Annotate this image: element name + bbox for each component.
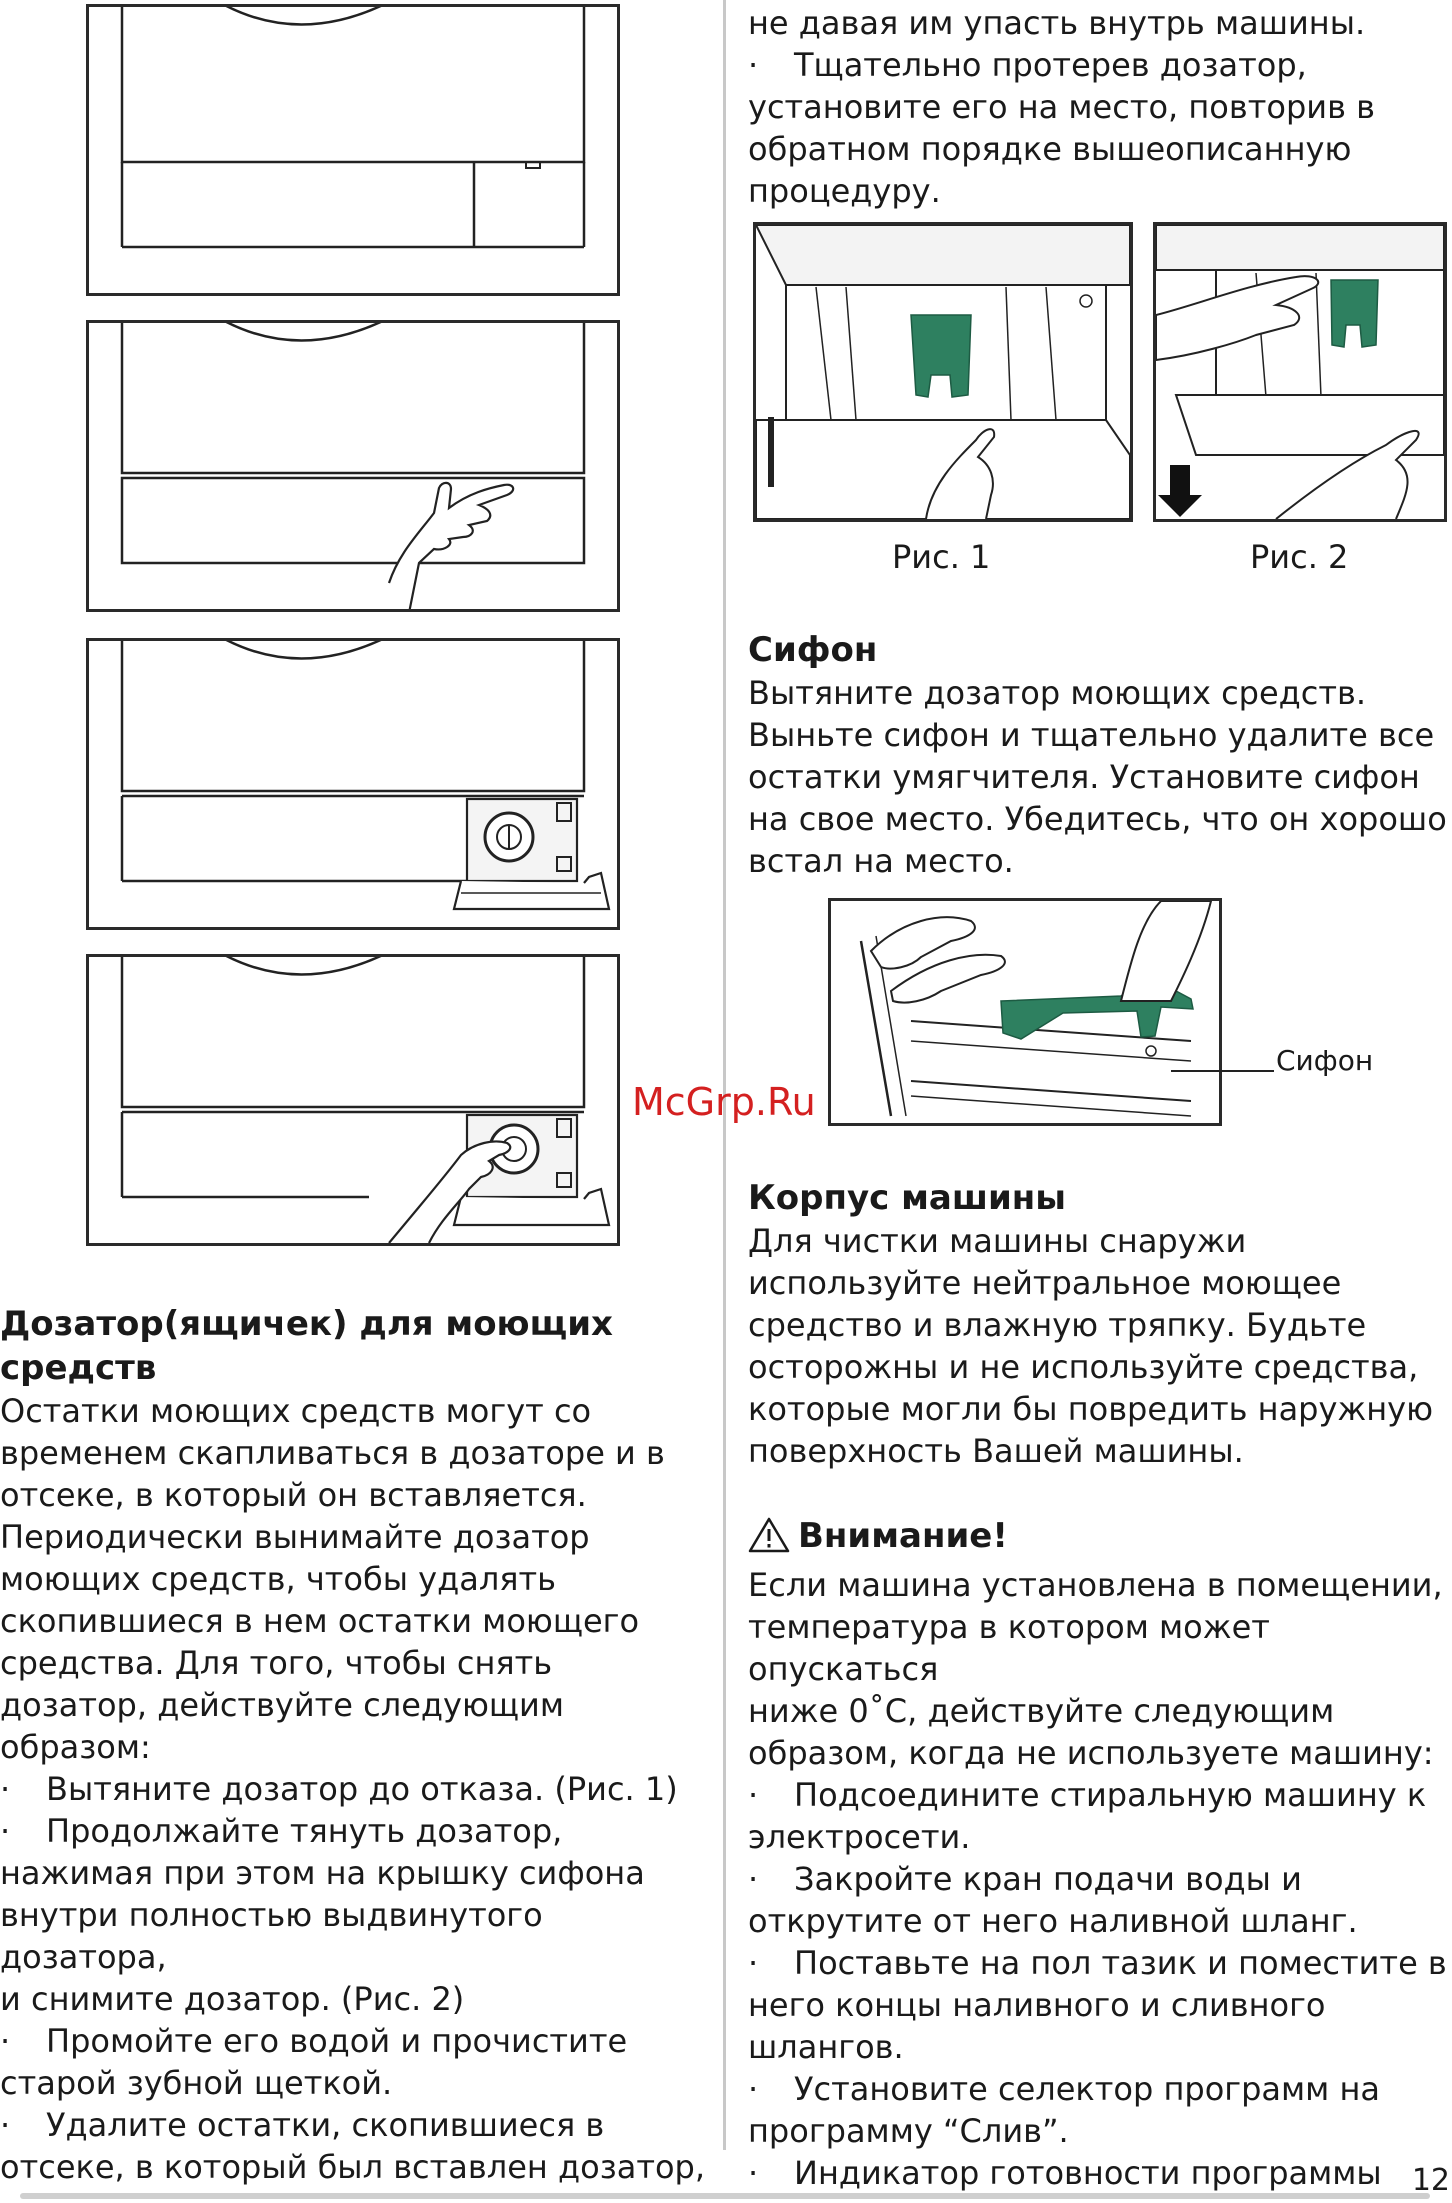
- illustration-washer-pull-drawer: [86, 320, 620, 612]
- siphon-line: встал на место.: [748, 842, 1014, 880]
- siphon-line: Вытяните дозатор моющих средств.: [748, 674, 1367, 712]
- warning-line: температура в котором может опускаться: [748, 1608, 1270, 1688]
- bullet-text: Закройте кран подачи воды и: [794, 1860, 1302, 1898]
- warning-step-4-cont: программу “Слив”.: [748, 2112, 1069, 2150]
- dispenser-step-3: [0, 2020, 712, 2062]
- dispenser-paragraph-line: временем скапливаться в дозаторе и в: [0, 1434, 665, 1472]
- warning-line: Если машина установлена в помещении,: [748, 1566, 1443, 1604]
- body-line: средство и влажную тряпку. Будьте: [748, 1306, 1367, 1344]
- bullet-marker: ·: [0, 1812, 11, 1850]
- washer-panel-drawing: [89, 7, 617, 293]
- washer-filter-cleaning-drawing: [89, 957, 617, 1243]
- warning-step-1: [748, 1774, 1452, 1816]
- continuation-step-cont: процедуру.: [748, 172, 941, 210]
- bullet-marker: ·: [748, 2070, 759, 2108]
- siphon-paragraph: [748, 672, 1448, 882]
- warning-heading: [748, 1514, 1452, 1564]
- warning-step-2: [748, 1858, 1452, 1900]
- siphon-line: Выньте сифон и тщательно удалите все: [748, 716, 1435, 754]
- dispenser-paragraph-line: отсеке, в который он вставляется.: [0, 1476, 587, 1514]
- bullet-marker: ·: [748, 1944, 759, 1982]
- bullet-marker: ·: [0, 1770, 11, 1808]
- figure-1-drawer-pull: [753, 222, 1133, 522]
- bullet-text: Продолжайте тянуть дозатор,: [46, 1812, 563, 1850]
- down-arrow-icon: [1158, 465, 1202, 517]
- page-number: 12: [1411, 2163, 1450, 2198]
- warning-steps-list: [748, 1774, 1452, 2194]
- figure-1-caption: Рис. 1: [892, 538, 991, 576]
- warning-line: ниже 0˚С, действуйте следующим: [748, 1692, 1335, 1730]
- continuation-bullet: [748, 44, 1448, 212]
- illustration-washer-panel-closed: [86, 4, 620, 296]
- bullet-marker: ·: [0, 2106, 11, 2144]
- washer-filter-drawing: [89, 641, 617, 927]
- figure-1-drawing: [756, 225, 1130, 519]
- dispenser-paragraph: [0, 1390, 712, 1768]
- figure-2-drawing: [1156, 225, 1444, 519]
- continuation-line: не давая им упасть внутрь машины.: [748, 4, 1366, 42]
- dispenser-step-2-cont: и снимите дозатор. (Рис. 2): [0, 1980, 465, 2018]
- siphon-illustration: [828, 898, 1222, 1126]
- bullet-text: Удалите остатки, скопившиеся в: [46, 2106, 605, 2144]
- body-line: используйте нейтральное моющее: [748, 1264, 1342, 1302]
- siphon-line: на свое место. Убедитесь, что он хорошо: [748, 800, 1447, 838]
- bullet-text: Поставьте на пол тазик и поместите в: [794, 1944, 1447, 1982]
- warning-triangle-icon: [748, 1517, 790, 1564]
- warning-step-1-cont: электросети.: [748, 1818, 971, 1856]
- warning-step-4: [748, 2068, 1452, 2110]
- bullet-marker: ·: [748, 1776, 759, 1814]
- siphon-label-leader: [1216, 1070, 1274, 1072]
- figure-2-caption: Рис. 2: [1250, 538, 1349, 576]
- bullet-text: Вытяните дозатор до отказа. (Рис. 1): [46, 1770, 678, 1808]
- left-text-column: [0, 1302, 712, 2188]
- warning-step-2-cont: открутите от него наливной шланг.: [748, 1902, 1358, 1940]
- right-continuation-block: [748, 2, 1448, 212]
- warning-section: [748, 1514, 1452, 2194]
- dispenser-paragraph-line: Периодически вынимайте дозатор: [0, 1518, 590, 1556]
- bullet-marker: ·: [748, 1860, 759, 1898]
- siphon-heading: Сифон: [748, 630, 878, 670]
- dispenser-paragraph-line: образом:: [0, 1728, 151, 1766]
- warning-heading-text: Внимание!: [798, 1516, 1008, 1556]
- bullet-marker: ·: [0, 2022, 11, 2060]
- continuation-step-cont: установите его на место, повторив в: [748, 88, 1375, 126]
- watermark: McGrp.Ru: [632, 1080, 816, 1124]
- warning-step-5: [748, 2152, 1452, 2194]
- bullet-text: Подсоедините стиральную машину к: [794, 1776, 1427, 1814]
- warning-step-3-cont: шлангов.: [748, 2028, 904, 2066]
- body-section: [748, 1176, 1448, 1472]
- warning-line: образом, когда не используете машину:: [748, 1734, 1434, 1772]
- continuation-lines: [748, 2, 1448, 44]
- warning-paragraph: [748, 1564, 1452, 1774]
- continuation-step: [748, 44, 1448, 86]
- dispenser-step-2-cont: нажимая при этом на крышку сифона: [0, 1854, 645, 1892]
- bullet-text: Промойте его водой и прочистите: [46, 2022, 628, 2060]
- dispenser-step-2: [0, 1810, 712, 1852]
- dispenser-steps-list: [0, 1768, 712, 2188]
- washer-pull-drawing: [89, 323, 617, 609]
- body-paragraph: [748, 1220, 1448, 1472]
- dispenser-paragraph-line: моющих средств, чтобы удалять: [0, 1560, 557, 1598]
- dispenser-step-3-cont: старой зубной щеткой.: [0, 2064, 393, 2102]
- dispenser-heading-line1: Дозатор(ящичек) для моющих: [0, 1304, 613, 1344]
- dispenser-paragraph-line: скопившиеся в нем остатки моющего: [0, 1602, 640, 1640]
- bullet-marker: ·: [748, 46, 759, 84]
- dispenser-paragraph-line: средства. Для того, чтобы снять: [0, 1644, 553, 1682]
- body-line: осторожны и не используйте средства,: [748, 1348, 1419, 1386]
- siphon-label: Сифон: [1276, 1044, 1374, 1077]
- siphon-line: остатки умягчителя. Установите сифон: [748, 758, 1420, 796]
- siphon-drawing: [831, 901, 1219, 1123]
- figure-2-drawer-remove: [1153, 222, 1447, 522]
- dispenser-step-4-cont: отсеке, в который был вставлен дозатор,: [0, 2148, 706, 2186]
- body-heading: Корпус машины: [748, 1178, 1067, 1218]
- bullet-marker: ·: [748, 2154, 759, 2192]
- column-divider: [723, 0, 726, 2150]
- bullet-text: Индикатор готовности программы: [794, 2154, 1382, 2192]
- dispenser-step-2-cont: внутри полностью выдвинутого дозатора,: [0, 1896, 543, 1976]
- dispenser-step-1: [0, 1768, 712, 1810]
- siphon-section: [748, 628, 1448, 882]
- bullet-text: Установите селектор программ на: [794, 2070, 1380, 2108]
- body-line: поверхность Вашей машины.: [748, 1432, 1244, 1470]
- warning-step-3: [748, 1942, 1452, 1984]
- dispenser-step-4: [0, 2104, 712, 2146]
- dispenser-paragraph-line: дозатор, действуйте следующим: [0, 1686, 564, 1724]
- dispenser-heading: [0, 1302, 712, 1390]
- warning-step-3-cont: него концы наливного и сливного: [748, 1986, 1326, 2024]
- body-line: которые могли бы повредить наружную: [748, 1390, 1434, 1428]
- bullet-text: Тщательно протерев дозатор,: [794, 46, 1307, 84]
- footer-rule: [20, 2193, 1430, 2199]
- illustration-washer-filter-cleaning: [86, 954, 620, 1246]
- dispenser-paragraph-line: Остатки моющих средств могут со: [0, 1392, 592, 1430]
- dispenser-heading-line2: средств: [0, 1348, 157, 1388]
- illustration-washer-filter-open: [86, 638, 620, 930]
- continuation-step-cont: обратном порядке вышеописанную: [748, 130, 1352, 168]
- body-line: Для чистки машины снаружи: [748, 1222, 1247, 1260]
